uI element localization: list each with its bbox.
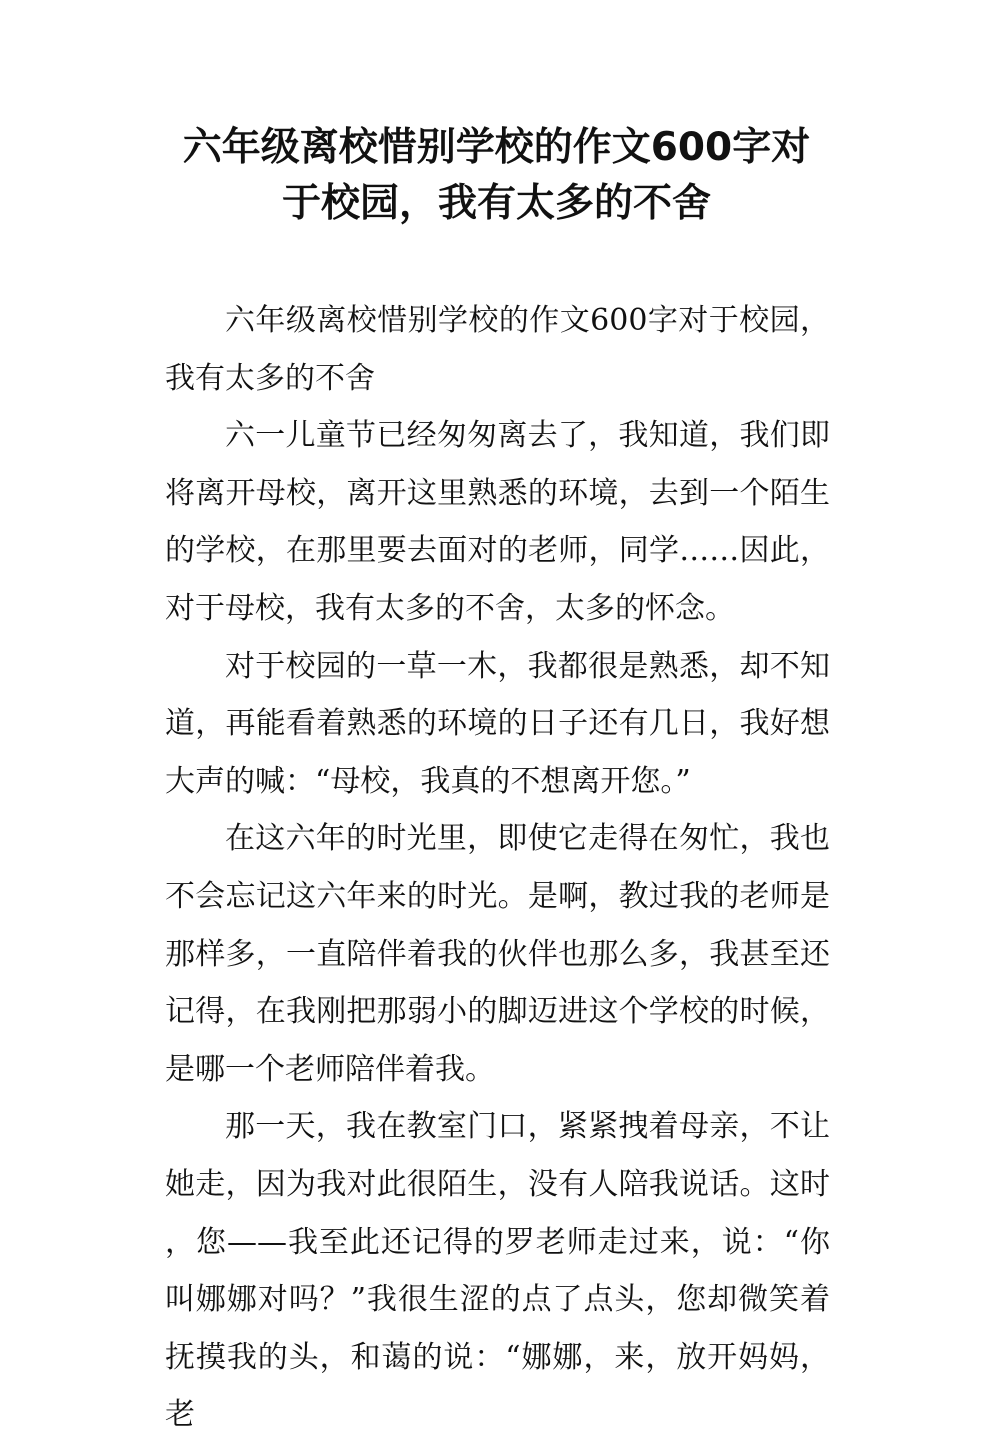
document-title <box>150 120 843 232</box>
paragraph: 在这六年的时光里，即使它走得在匆忙，我也不会忘记这六年来的时光。是啊，教过我的老师是那样多，一直陪伴着我的伙伴也那么多，我甚至还记得，在我刚把那弱小的脚迈进这个学校的时候，是哪一个老师陪伴着我。 <box>165 821 830 1087</box>
paragraph: 那一天，我在教室门口，紧紧拽着母亲，不让她走，因为我对此很陌生，没有人陪我说话。这时，您——我至此还记得的罗老师走过来，说：“你叫娜娜对吗？”我很生涩的点了点头，您却微笑着抚摸我的头，和蔼的说：“娜娜，来，放开妈妈，老 <box>165 1109 830 1433</box>
title-line-2: 于校园，我有太多的不舍 <box>281 181 711 226</box>
paragraph: 六年级离校惜别学校的作文600字对于校园，我有太多的不舍 <box>165 303 830 396</box>
paragraph: 六一儿童节已经匆匆离去了，我知道，我们即将离开母校，离开这里熟悉的环境，去到一个陌生的学校，在那里要去面对的老师，同学……因此，对于母校，我有太多的不舍，太多的怀念。 <box>165 418 830 626</box>
paragraph: 对于校园的一草一木，我都很是熟悉，却不知道，再能看着熟悉的环境的日子还有几日，我好想大声的喊：“母校，我真的不想离开您。” <box>165 648 830 799</box>
title-line-1: 六年级离校惜别学校的作文600字对 <box>182 125 811 170</box>
document-body <box>165 292 830 1444</box>
